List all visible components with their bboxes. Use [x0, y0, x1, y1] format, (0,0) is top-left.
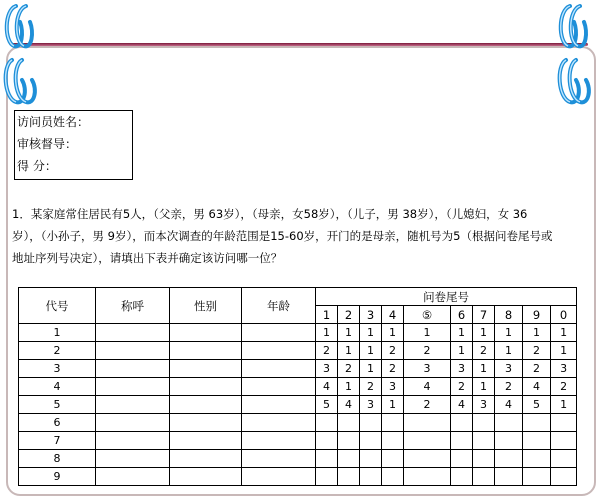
tail-digit: 0 [551, 306, 577, 324]
age-cell[interactable] [242, 432, 316, 450]
age-cell[interactable] [242, 450, 316, 468]
grid-cell: 2 [523, 342, 551, 360]
grid-cell [551, 450, 577, 468]
row-code: 6 [19, 414, 96, 432]
grid-cell [473, 468, 495, 486]
grid-cell: 1 [360, 360, 382, 378]
grid-cell: 1 [382, 324, 404, 342]
grid-cell: 4 [338, 396, 360, 414]
row-code: 9 [19, 468, 96, 486]
grid-cell [451, 414, 473, 432]
grid-cell: 1 [551, 324, 577, 342]
row-code: 5 [19, 396, 96, 414]
question-line: 地址序列号决定），请填出下表并确定该访问哪一位？ [12, 251, 283, 265]
grid-cell [551, 432, 577, 450]
table-row [19, 342, 577, 360]
grid-cell: 5 [523, 396, 551, 414]
grid-cell: 3 [495, 360, 523, 378]
age-cell[interactable] [242, 342, 316, 360]
table-row [19, 378, 577, 396]
tail-digit: 6 [451, 306, 473, 324]
grid-cell [451, 468, 473, 486]
table-row [19, 360, 577, 378]
grid-cell: 2 [404, 396, 451, 414]
table-row [19, 450, 577, 468]
tail-digit: 1 [316, 306, 338, 324]
gender-cell[interactable] [170, 450, 242, 468]
grid-cell [404, 432, 451, 450]
score-label: 得 分： [17, 159, 57, 173]
title-cell[interactable] [96, 360, 170, 378]
title-cell[interactable] [96, 396, 170, 414]
question-line: 岁），（小孙子，男 9岁），而本次调查的年龄范围是15-60岁，开门的是母亲，随机号为5（根据问卷尾号或 [12, 229, 553, 243]
grid-cell: 1 [382, 396, 404, 414]
grid-cell [382, 414, 404, 432]
grid-cell [338, 432, 360, 450]
notebook-top-band [10, 43, 588, 46]
grid-cell [523, 432, 551, 450]
grid-cell [551, 414, 577, 432]
grid-cell: 1 [316, 324, 338, 342]
gender-cell[interactable] [170, 324, 242, 342]
grid-cell: 1 [551, 396, 577, 414]
table-row [19, 396, 577, 414]
binder-ring-icon [552, 2, 594, 112]
grid-cell: 4 [523, 378, 551, 396]
grid-cell: 2 [316, 342, 338, 360]
interviewer-info-box [14, 110, 133, 180]
row-code: 1 [19, 324, 96, 342]
grid-cell [404, 414, 451, 432]
grid-cell: 1 [551, 342, 577, 360]
grid-cell [495, 450, 523, 468]
title-cell[interactable] [96, 468, 170, 486]
row-code: 2 [19, 342, 96, 360]
grid-cell: 1 [495, 342, 523, 360]
grid-cell: 1 [523, 324, 551, 342]
grid-cell [473, 450, 495, 468]
grid-cell: 3 [360, 396, 382, 414]
grid-cell [451, 432, 473, 450]
grid-cell [316, 432, 338, 450]
grid-cell [360, 450, 382, 468]
grid-cell [473, 414, 495, 432]
interviewer-name-label: 访问员姓名： [17, 115, 90, 129]
grid-cell [473, 432, 495, 450]
gender-cell[interactable] [170, 342, 242, 360]
grid-cell: 2 [495, 378, 523, 396]
title-cell[interactable] [96, 450, 170, 468]
table-body [19, 324, 577, 486]
grid-cell [360, 468, 382, 486]
gender-cell[interactable] [170, 432, 242, 450]
grid-cell [338, 414, 360, 432]
grid-cell: 1 [451, 324, 473, 342]
grid-cell [523, 450, 551, 468]
row-code: 8 [19, 450, 96, 468]
grid-cell: 4 [404, 378, 451, 396]
tail-digit: 2 [338, 306, 360, 324]
grid-cell: 1 [473, 360, 495, 378]
age-cell[interactable] [242, 360, 316, 378]
grid-cell: 3 [382, 378, 404, 396]
binder-ring-icon [2, 2, 44, 112]
grid-cell: 3 [473, 396, 495, 414]
grid-cell [495, 468, 523, 486]
title-cell[interactable] [96, 342, 170, 360]
grid-cell: 2 [382, 360, 404, 378]
grid-cell: 5 [316, 396, 338, 414]
grid-cell: 1 [451, 342, 473, 360]
tail-digit-selected: ⑤ [404, 306, 451, 324]
grid-cell [360, 432, 382, 450]
grid-cell: 3 [404, 360, 451, 378]
grid-cell [404, 450, 451, 468]
grid-cell: 1 [404, 324, 451, 342]
grid-cell: 1 [360, 342, 382, 360]
table-row [19, 414, 577, 432]
gender-cell[interactable] [170, 468, 242, 486]
header-gender: 性别 [170, 288, 242, 324]
header-code: 代号 [19, 288, 96, 324]
grid-cell [495, 414, 523, 432]
grid-cell [404, 468, 451, 486]
grid-cell: 2 [451, 378, 473, 396]
tail-digit: 4 [382, 306, 404, 324]
grid-cell: 1 [495, 324, 523, 342]
age-cell[interactable] [242, 414, 316, 432]
grid-cell: 4 [316, 378, 338, 396]
age-cell[interactable] [242, 378, 316, 396]
age-cell[interactable] [242, 396, 316, 414]
grid-cell: 2 [523, 360, 551, 378]
row-code: 3 [19, 360, 96, 378]
grid-cell: 2 [404, 342, 451, 360]
gender-cell[interactable] [170, 360, 242, 378]
grid-cell: 2 [551, 378, 577, 396]
grid-cell: 1 [338, 342, 360, 360]
grid-cell: 1 [338, 378, 360, 396]
grid-cell [338, 450, 360, 468]
table-row [19, 324, 577, 342]
header-tail-number: 问卷尾号 [316, 288, 577, 306]
tail-digit: 9 [523, 306, 551, 324]
grid-cell [360, 414, 382, 432]
gender-cell[interactable] [170, 378, 242, 396]
row-code: 4 [19, 378, 96, 396]
tail-digit: 3 [360, 306, 382, 324]
grid-cell: 2 [382, 342, 404, 360]
grid-cell [382, 432, 404, 450]
grid-cell: 1 [473, 378, 495, 396]
grid-cell [338, 468, 360, 486]
grid-cell [523, 414, 551, 432]
grid-cell [495, 432, 523, 450]
grid-cell [523, 468, 551, 486]
table-row [19, 432, 577, 450]
question-line: 1．某家庭常住居民有5人，（父亲，男 63岁），（母亲，女58岁），（儿子，男 38岁），（儿媳妇，女 36 [12, 207, 528, 221]
grid-cell: 1 [473, 324, 495, 342]
grid-cell [382, 450, 404, 468]
grid-cell: 3 [451, 360, 473, 378]
kish-grid-table [18, 287, 577, 486]
supervisor-label: 审核督导： [17, 137, 78, 151]
tail-digit: 8 [495, 306, 523, 324]
grid-cell: 1 [338, 324, 360, 342]
tail-digit: 7 [473, 306, 495, 324]
age-cell[interactable] [242, 324, 316, 342]
grid-cell [451, 450, 473, 468]
grid-cell: 2 [338, 360, 360, 378]
gender-cell[interactable] [170, 396, 242, 414]
question-text [12, 203, 590, 269]
grid-cell: 4 [451, 396, 473, 414]
grid-cell: 3 [316, 360, 338, 378]
grid-cell [316, 414, 338, 432]
row-code: 7 [19, 432, 96, 450]
title-cell[interactable] [96, 414, 170, 432]
grid-cell [316, 450, 338, 468]
title-cell[interactable] [96, 324, 170, 342]
grid-cell: 2 [360, 378, 382, 396]
header-age: 年龄 [242, 288, 316, 324]
grid-cell: 3 [551, 360, 577, 378]
grid-cell: 1 [360, 324, 382, 342]
table-row [19, 468, 577, 486]
grid-cell: 2 [473, 342, 495, 360]
grid-cell [382, 468, 404, 486]
grid-cell [551, 468, 577, 486]
grid-cell: 4 [495, 396, 523, 414]
title-cell[interactable] [96, 432, 170, 450]
grid-cell [316, 468, 338, 486]
title-cell[interactable] [96, 378, 170, 396]
gender-cell[interactable] [170, 414, 242, 432]
age-cell[interactable] [242, 468, 316, 486]
header-title: 称呼 [96, 288, 170, 324]
